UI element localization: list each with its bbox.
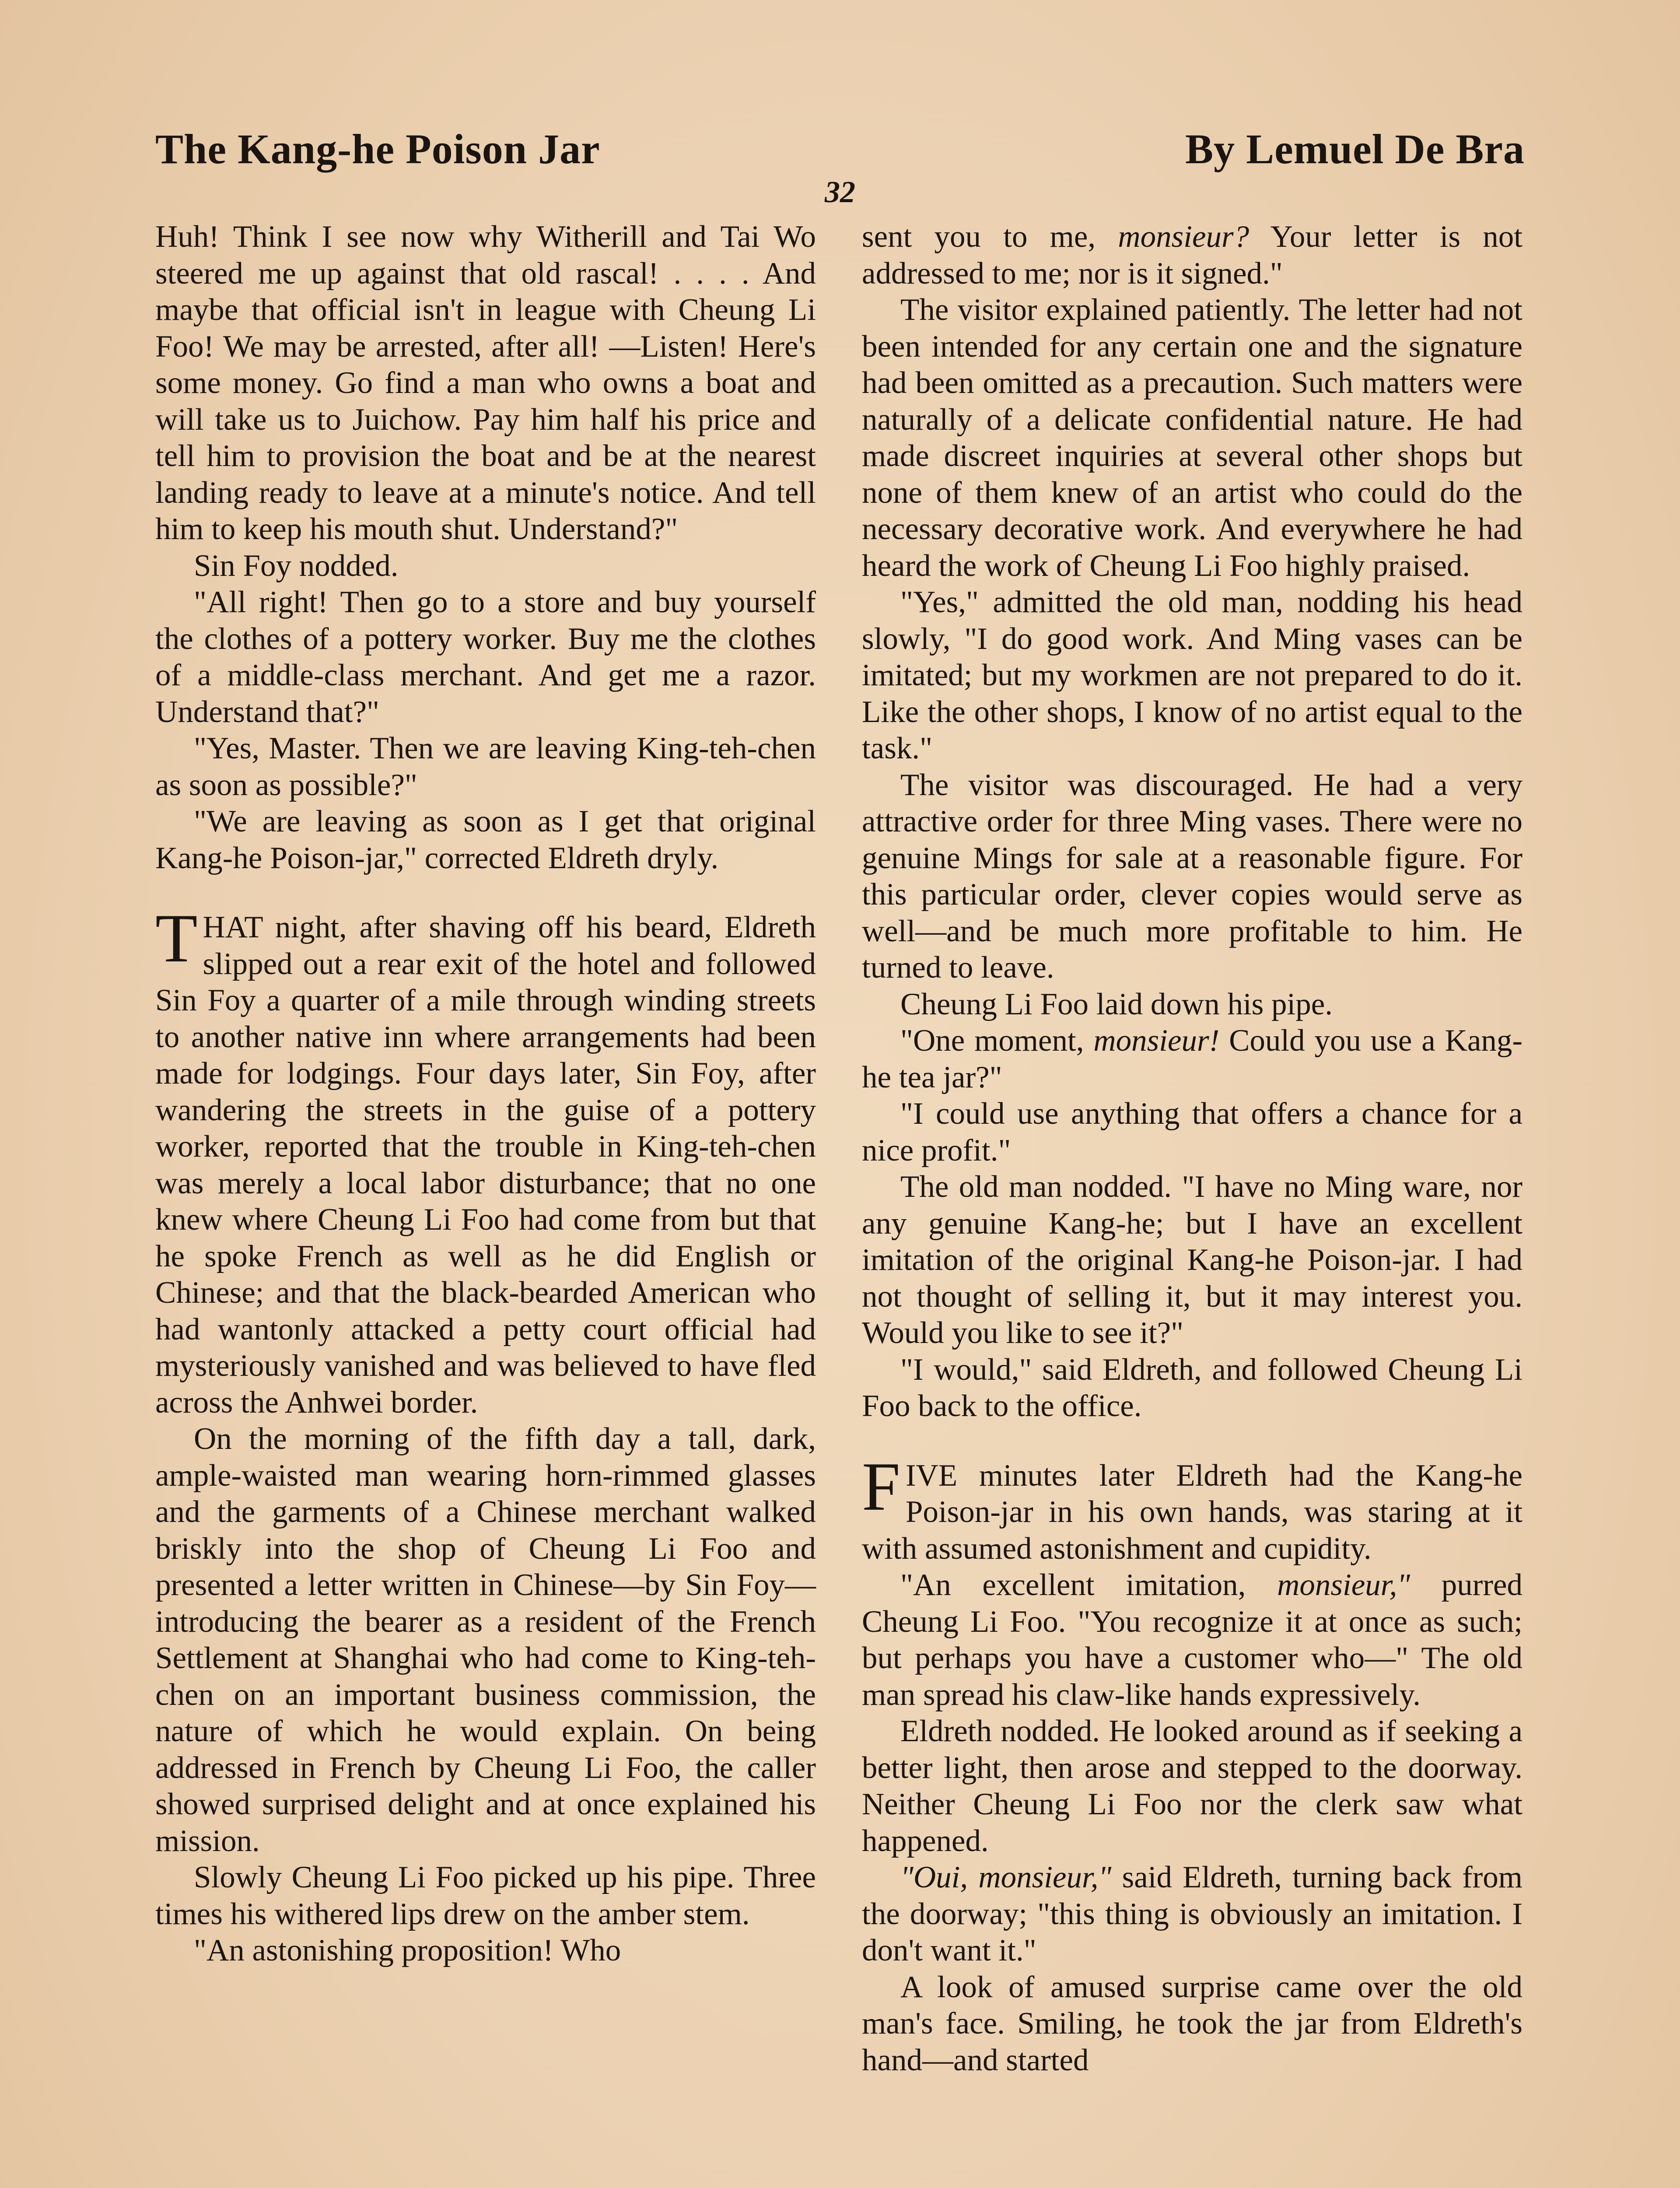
paragraph <box>862 1859 1522 1969</box>
paragraph: "We are leaving as soon as I get that original Kang-he Poison-jar," corrected Eldreth dryly. <box>155 804 816 875</box>
section-paragraph <box>155 900 816 1421</box>
paragraph: "I would," said Eldreth, and followed Cheung Li Foo back to the office. <box>862 1352 1522 1423</box>
italic-run: "Oui, monsieur," <box>900 1860 1112 1894</box>
story-author: By Lemuel De Bra <box>1185 126 1525 172</box>
story-title: The Kang-he Poison Jar <box>155 126 600 172</box>
drop-cap: F <box>862 1448 900 1525</box>
paragraph: A look of amused surprise came over the old man's face. Smiling, he took the jar from Eldreth's hand—and started <box>862 1970 1522 2077</box>
paragraph: The visitor explained patiently. The letter had not been intended for any certain one and the signature had been omitted as a precaution. Such matters were naturally of a delicate confidential nature. He had made discreet inquiries at several other shops but none of them knew of an artist who could do the necessary decorative work. And everywhere he had heard the work of Cheung Li Foo highly praised. <box>862 293 1522 583</box>
drop-cap: T <box>155 900 198 977</box>
paragraph: Slowly Cheung Li Foo picked up his pipe. Three times his withered lips drew on the amber stem. <box>155 1860 816 1931</box>
page-header <box>155 125 1525 182</box>
text-run: Your letter is not addressed to me; nor is it signed." <box>862 220 1522 291</box>
text-run: "An excellent imitation, <box>900 1568 1278 1602</box>
paragraph: "I could use anything that offers a chance for a nice profit." <box>862 1097 1522 1168</box>
paragraph: "Yes, Master. Then we are leaving King-teh-chen as soon as possible?" <box>155 731 816 802</box>
text-run: Could you use a Kang-he tea jar?" <box>862 1024 1522 1094</box>
paragraph: "Yes," admitted the old man, nodding his head slowly, "I do good work. And Ming vases can be imitated; but my workmen are not prepared to do it. Like the other shops, I know of no artist equal to the task." <box>862 585 1522 765</box>
paragraph: Huh! Think I see now why Witherill and Tai Wo steered me up against that old rascal! . . . . And maybe that official isn't in league with Cheung Li Foo! We may be arrested, after all! —Listen! Here's some money. Go find a man who owns a boat and will take us to Juichow. Pay him half his price and tell him to provision the boat and be at the nearest landing ready to leave at a minute's notice. And tell him to keep his mouth shut. Understand?" <box>155 220 816 546</box>
page-number: 32 <box>825 175 855 209</box>
italic-run: monsieur! <box>1093 1024 1220 1058</box>
paragraph: Cheung Li Foo laid down his pipe. <box>900 987 1333 1021</box>
paragraph: The visitor was discouraged. He had a very attractive order for three Ming vases. There were no genuine Mings for sale at a reasonable figure. For this particular order, clever copies would serve as well—and be much more profitable to him. He turned to leave. <box>862 768 1522 985</box>
section-paragraph <box>862 1448 1522 1567</box>
paragraph <box>862 1567 1522 1713</box>
paragraph: The old man nodded. "I have no Ming ware, nor any genuine Kang-he; but I have an excellent imitation of the original Kang-he Poison-jar. I had not thought of selling it, but it may interest you. Would you like to see it?" <box>862 1170 1522 1350</box>
paragraph-text: HAT night, after shaving off his beard, Eldreth slipped out a rear exit of the hotel and followed Sin Foy a quarter of a mile through winding streets to another native inn where arrangements had been made for lodgings. Four days later, Sin Foy, after wandering the streets in the guise of a pottery worker, reported that the trouble in King-teh-chen was merely a local labor disturbance; that no one knew where Cheung Li Foo had come from but that he spoke French as well as he did English or Chinese; and that the black-bearded American who had wantonly attacked a petty court official had mysteriously vanished and was believed to have fled across the Anhwei border. <box>155 910 816 1420</box>
paragraph <box>862 219 1522 292</box>
paragraph: "An astonishing proposition! Who <box>194 1933 621 1967</box>
paragraph: "All right! Then go to a store and buy yourself the clothes of a pottery worker. Buy me the clothes of a middle-class merchant. And get me a razor. Understand that?" <box>155 585 816 729</box>
paragraph-text: IVE minutes later Eldreth had the Kang-he Poison-jar in his own hands, was staring at it with assumed astonishment and cupidity. <box>862 1458 1522 1566</box>
italic-run: monsieur," <box>1277 1568 1410 1602</box>
paragraph <box>862 1023 1522 1096</box>
text-run: said Eldreth, turning back from the doorway; "this thing is obviously an imitation. I don't want it." <box>862 1860 1522 1967</box>
text-run: "One moment, <box>900 1024 1094 1058</box>
paragraph: On the morning of the fifth day a tall, dark, ample-waisted man wearing horn-rimmed glasses and the garments of a Chinese merchant walked briskly into the shop of Cheung Li Foo and presented a letter written in Chinese—by Sin Foy—introducing the bearer as a resident of the French Settlement at Shanghai who had come to King-teh-chen on an important business commission, the nature of which he would explain. On being addressed in French by Cheung Li Foo, the caller showed surprised delight and at once explained his mission. <box>155 1422 816 1858</box>
left-text-column <box>155 219 816 1969</box>
text-run: purred Cheung Li Foo. "You recognize it at once as such; but perhaps you have a customer who—" The old man spread his claw-like hands expressively. <box>862 1568 1522 1712</box>
italic-run: monsieur? <box>1118 220 1250 254</box>
paragraph: Sin Foy nodded. <box>194 548 399 583</box>
right-text-column <box>862 219 1522 2079</box>
paragraph: Eldreth nodded. He looked around as if seeking a better light, then arose and stepped to the doorway. Neither Cheung Li Foo nor the clerk saw what happened. <box>862 1714 1522 1858</box>
text-run: sent you to me, <box>862 220 1118 254</box>
